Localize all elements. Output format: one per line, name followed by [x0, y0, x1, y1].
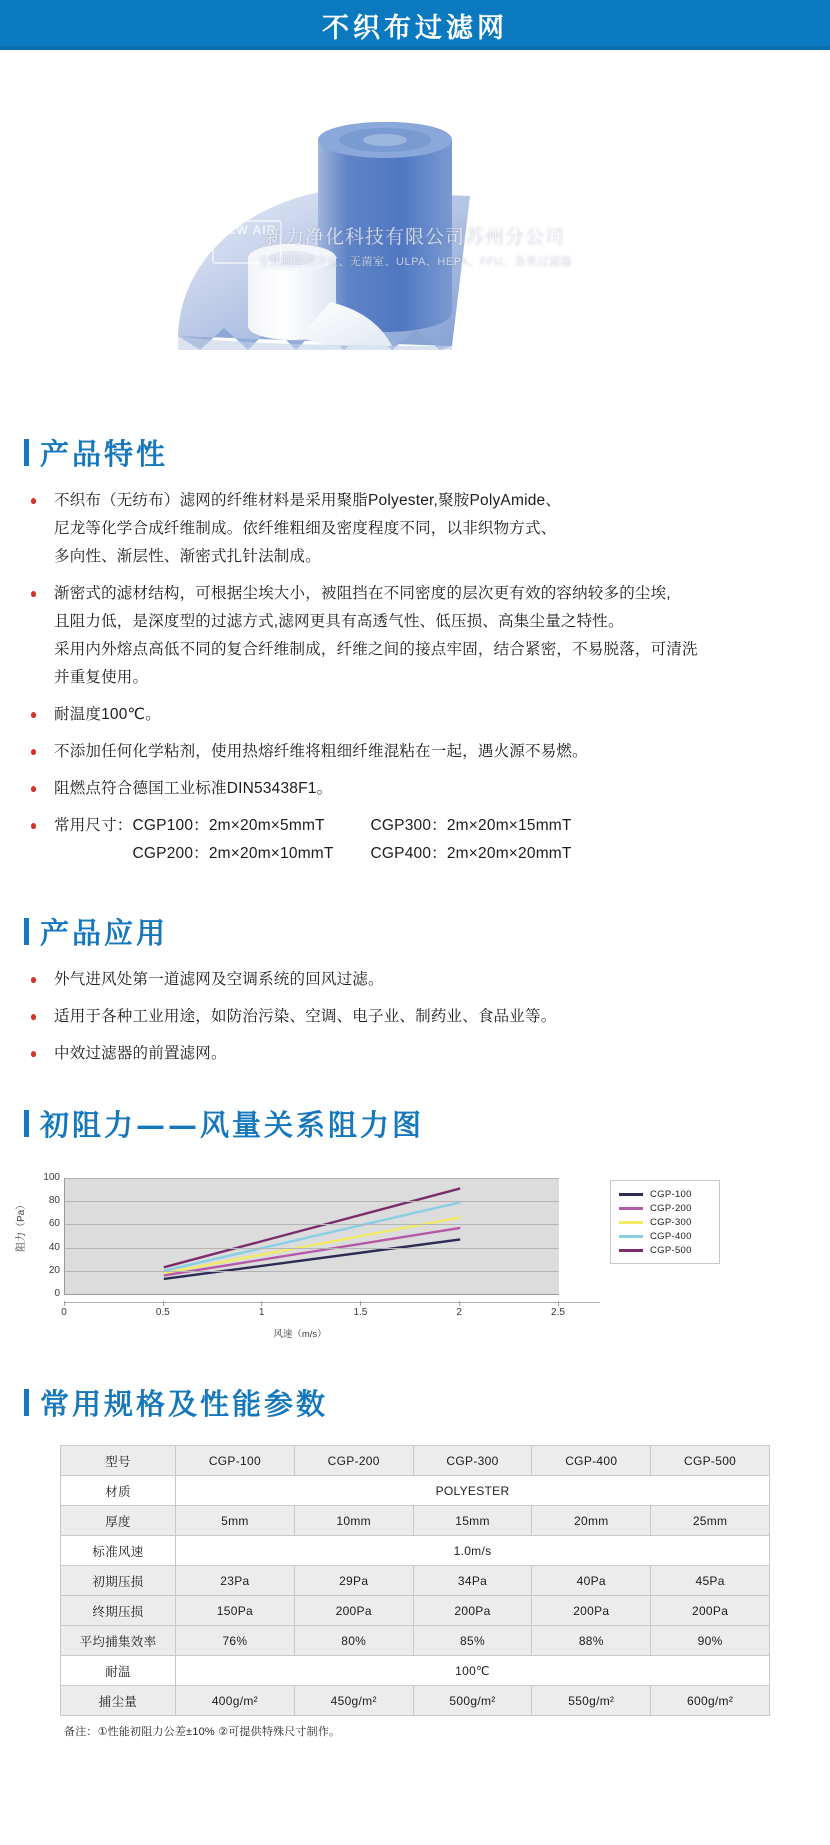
table-cell: 34Pa	[413, 1566, 532, 1596]
nonwoven-filter-illustration	[0, 50, 830, 370]
chart-x-tick-label: 2	[456, 1307, 462, 1318]
legend-label: CGP-400	[650, 1230, 692, 1242]
table-cell: 29Pa	[294, 1566, 413, 1596]
section-heading-chart	[24, 1103, 830, 1144]
table-cell: 100℃	[176, 1656, 770, 1686]
table-cell: 600g/m²	[651, 1686, 770, 1716]
size-value: CGP100：2m×20m×5mmT	[132, 817, 325, 834]
table-cell: 76%	[176, 1626, 295, 1656]
section-heading-chart-label: 初阻力——风量关系阻力图	[40, 1108, 425, 1142]
resistance-airflow-chart	[0, 1162, 830, 1352]
table-cell: CGP-500	[651, 1446, 770, 1476]
size-value: CGP200：2m×20m×10mmT	[132, 845, 334, 862]
list-item	[0, 487, 830, 571]
table-cell: 15mm	[413, 1506, 532, 1536]
chart-gridline	[65, 1178, 559, 1179]
table-cell: CGP-200	[294, 1446, 413, 1476]
features-list	[0, 487, 830, 868]
feature-line: 尼龙等化学合成纤维制成。依纤维粗细及密度程度不同，以非织物方式、	[54, 520, 557, 537]
chart-y-tick-label: 40	[48, 1241, 60, 1253]
table-row-header: 型号	[61, 1446, 176, 1476]
table-cell: 200Pa	[651, 1596, 770, 1626]
table-cell: 25mm	[651, 1506, 770, 1536]
feature-line: 不添加任何化学粘剂，使用热熔纤维将粗细纤维混粘在一起，遇火源不易燃。	[54, 743, 588, 760]
table-cell: 500g/m²	[413, 1686, 532, 1716]
chart-y-axis-label: 阻力（Pa）	[16, 1199, 27, 1252]
watermark-tagline: 专业制造洁净室、无菌室、ULPA、HEPA、FFU、各类过滤器	[258, 256, 572, 268]
chart-x-tick-mark	[163, 1301, 164, 1306]
chart-x-axis-label: 风速（m/s）	[273, 1329, 327, 1340]
table-cell: 550g/m²	[532, 1686, 651, 1716]
table-cell: 88%	[532, 1626, 651, 1656]
list-item: 外气进风处第一道滤网及空调系统的回风过滤。	[0, 966, 830, 994]
spec-table	[60, 1445, 770, 1716]
list-item	[0, 775, 830, 803]
heading-accent-bar	[24, 1110, 29, 1137]
feature-line: 阻燃点符合德国工业标准DIN53438F1。	[54, 780, 333, 797]
chart-legend	[610, 1180, 720, 1264]
list-item	[0, 701, 830, 729]
table-cell: 80%	[294, 1626, 413, 1656]
chart-x-tick-mark	[558, 1301, 559, 1306]
legend-color-swatch	[619, 1193, 643, 1196]
list-item-sizes	[0, 812, 830, 868]
table-row	[61, 1626, 770, 1656]
table-cell: 200Pa	[413, 1596, 532, 1626]
table-cell: CGP-400	[532, 1446, 651, 1476]
legend-item	[619, 1187, 713, 1201]
table-cell: 10mm	[294, 1506, 413, 1536]
table-cell: 400g/m²	[176, 1686, 295, 1716]
chart-x-tick-label: 0.5	[156, 1307, 170, 1318]
page-banner	[0, 0, 830, 50]
table-cell: POLYESTER	[176, 1476, 770, 1506]
legend-label: CGP-200	[650, 1202, 692, 1214]
table-cell: 90%	[651, 1626, 770, 1656]
chart-y-tick-label: 100	[43, 1172, 60, 1183]
chart-gridline	[65, 1201, 559, 1202]
section-heading-features-label: 产品特性	[40, 437, 169, 471]
chart-x-tick-label: 0	[61, 1307, 67, 1318]
chart-y-axis-ticks	[26, 1172, 60, 1299]
watermark-logo: NEW AIR	[212, 220, 282, 264]
table-cell: 200Pa	[294, 1596, 413, 1626]
table-cell: 150Pa	[176, 1596, 295, 1626]
table-row	[61, 1656, 770, 1686]
table-cell: 45Pa	[651, 1566, 770, 1596]
legend-item	[619, 1201, 713, 1215]
legend-item	[619, 1215, 713, 1229]
chart-x-tick-mark	[459, 1301, 460, 1306]
chart-y-tick-label: 60	[48, 1218, 60, 1230]
table-row	[61, 1536, 770, 1566]
chart-gridline	[65, 1224, 559, 1225]
size-value: CGP400：2m×20m×20mmT	[370, 845, 572, 862]
chart-line-cgp-200	[164, 1228, 460, 1276]
list-item: 中效过滤器的前置滤网。	[0, 1040, 830, 1068]
table-cell: CGP-300	[413, 1446, 532, 1476]
table-row	[61, 1476, 770, 1506]
table-cell: 40Pa	[532, 1566, 651, 1596]
legend-label: CGP-500	[650, 1244, 692, 1256]
chart-x-tick-mark	[64, 1301, 65, 1306]
feature-line: 采用内外熔点高低不同的复合纤维制成，纤维之间的接点牢固，结合紧密，不易脱落，可清洗	[54, 641, 698, 658]
section-heading-applications	[24, 911, 830, 952]
feature-line: 渐密式的滤材结构，可根据尘埃大小，被阻挡在不同密度的层次更有效的容纳较多的尘埃,	[54, 585, 671, 602]
table-row-header: 捕尘量	[61, 1686, 176, 1716]
table-row-header: 平均捕集效率	[61, 1626, 176, 1656]
legend-label: CGP-100	[650, 1188, 692, 1200]
table-row-header: 厚度	[61, 1506, 176, 1536]
section-heading-features	[24, 432, 830, 473]
legend-color-swatch	[619, 1221, 643, 1224]
feature-line: 耐温度100℃。	[54, 706, 161, 723]
heading-accent-bar	[24, 1389, 29, 1416]
list-item	[0, 580, 830, 692]
chart-plot-area	[64, 1178, 559, 1295]
table-row	[61, 1506, 770, 1536]
list-item: 适用于各种工业用途，如防治污染、空调、电子业、制药业、食品业等。	[0, 1003, 830, 1031]
chart-gridline	[65, 1271, 559, 1272]
table-row	[61, 1566, 770, 1596]
table-row-header: 材质	[61, 1476, 176, 1506]
chart-y-tick-label: 20	[48, 1264, 60, 1276]
table-row-header: 终期压损	[61, 1596, 176, 1626]
spec-table-wrap	[0, 1445, 830, 1739]
spec-table-note: 备注：①性能初阻力公差±10% ②可提供特殊尺寸制作。	[64, 1726, 341, 1738]
heading-accent-bar	[24, 918, 29, 945]
banner-title: 不织布过滤网	[322, 12, 508, 44]
section-heading-specs	[24, 1382, 830, 1423]
feature-line: 并重复使用。	[54, 669, 149, 686]
table-row-header: 耐温	[61, 1656, 176, 1686]
chart-x-tick-mark	[262, 1301, 263, 1306]
section-heading-specs-label: 常用规格及性能参数	[40, 1387, 329, 1421]
list-item	[0, 738, 830, 766]
table-cell: 1.0m/s	[176, 1536, 770, 1566]
legend-color-swatch	[619, 1249, 643, 1252]
legend-color-swatch	[619, 1207, 643, 1210]
chart-gridline	[65, 1248, 559, 1249]
chart-x-tick-mark	[360, 1301, 361, 1306]
table-cell: 5mm	[176, 1506, 295, 1536]
table-row-header: 初期压损	[61, 1566, 176, 1596]
table-cell: 200Pa	[532, 1596, 651, 1626]
feature-line: 不织布（无纺布）滤网的纤维材料是采用聚脂Polyester,聚胺PolyAmide、	[54, 492, 562, 509]
watermark-company-name: 新力净化科技有限公司苏州分公司	[264, 227, 565, 248]
feature-line: 多向性、渐层性、渐密式扎针法制成。	[54, 548, 321, 565]
section-heading-applications-label: 产品应用	[40, 916, 169, 950]
chart-x-tick-label: 1	[259, 1307, 265, 1318]
table-cell: 23Pa	[176, 1566, 295, 1596]
table-cell: CGP-100	[176, 1446, 295, 1476]
hero-product-image	[0, 50, 830, 370]
size-value: CGP300：2m×20m×15mmT	[370, 817, 572, 834]
chart-line-cgp-400	[164, 1202, 460, 1270]
chart-y-tick-label: 80	[48, 1195, 60, 1207]
table-row-header: 标准风速	[61, 1536, 176, 1566]
table-cell: 85%	[413, 1626, 532, 1656]
applications-list	[0, 966, 830, 1068]
table-cell: 20mm	[532, 1506, 651, 1536]
heading-accent-bar	[24, 439, 29, 466]
table-row	[61, 1596, 770, 1626]
legend-color-swatch	[619, 1235, 643, 1238]
table-row	[61, 1686, 770, 1716]
legend-item	[619, 1229, 713, 1243]
sizes-label: 常用尺寸：	[54, 817, 133, 834]
chart-x-tick-label: 1.5	[353, 1307, 367, 1318]
table-row	[61, 1446, 770, 1476]
chart-x-axis	[64, 1302, 600, 1303]
chart-x-tick-label: 2.5	[551, 1307, 565, 1318]
legend-item	[619, 1243, 713, 1257]
chart-y-tick-label: 0	[54, 1288, 60, 1299]
feature-line: 且阻力低，是深度型的过滤方式,滤网更具有高透气性、低压损、高集尘量之特性。	[54, 613, 624, 630]
chart-series-lines	[65, 1178, 559, 1294]
table-cell: 450g/m²	[294, 1686, 413, 1716]
legend-label: CGP-300	[650, 1216, 692, 1228]
